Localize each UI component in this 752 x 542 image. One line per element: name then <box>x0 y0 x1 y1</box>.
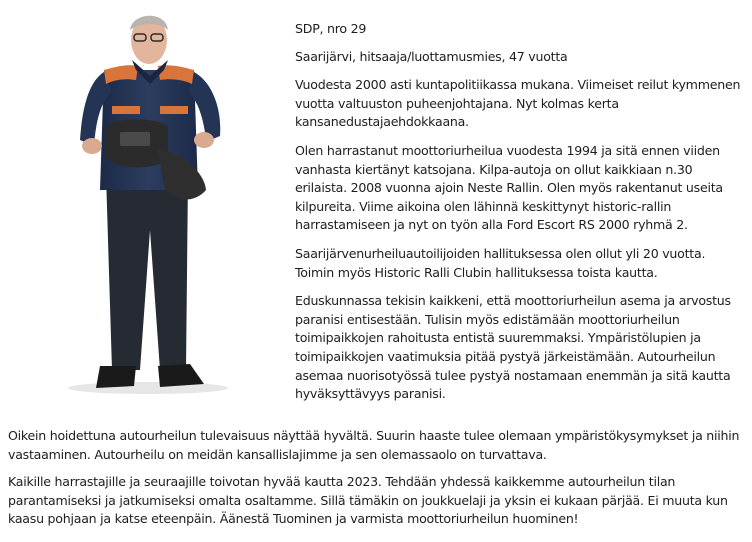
paragraph-politics: Vuodesta 2000 asti kuntapolitiikassa mukana. Viimeiset reilut kymmenen vuotta valtuuston puheenjohtajana. Nyt kolmas kerta kansanedustajaehdokkaana. <box>295 77 741 130</box>
candidate-party-number: SDP, nro 29 <box>295 21 367 36</box>
paragraph-motorsport-history: Olen harrastanut moottoriurheilua vuodesta 1994 ja sitä ennen viiden vanhasta kiertänyt katsojana. Kilpa-autoja on ollut kaikkiaan n.30 erilaista. 2008 vuonna ajoin Neste Rallin. Olen myös rakentanut useita kilpureita. Viime aikoina olen lähinnä keskittynyt historic-rallin harrastamiseen ja nyt on työn alla Ford Escort RS 2000 ryhmä 2. <box>295 142 723 233</box>
paragraph-future: Oikein hoidettuna autourheilun tulevaisuus näyttää hyvältä. Suurin haaste tulee olemaan ympäristökysymykset ja niihin vastaaminen. Autourheilu on meidän kansallislajimme ja sen olemassaolo on turvattava. <box>8 428 740 462</box>
candidate-details: Saarijärvi, hitsaaja/luottamusmies, 47 vuotta <box>295 48 568 64</box>
closing-text <box>8 427 752 538</box>
paragraph-greetings: Kaikille harrastajille ja seuraajille toivotan hyvää kautta 2023. Tehdään yhdessä kaikkemme autourheilun tilan parantamiseksi ja jatkumiseksi omalta osaltamme. Sillä tämäkin on joukkuelaji ja yksin ei kukaan pärjää. Ei muuta kun kaasu pohjaan ja katse eteenpäin. Äänestä Tuominen ja varmista moottoriurheilun huominen! <box>8 474 728 527</box>
candidate-text-column <box>295 20 747 414</box>
candidate-photo <box>8 0 278 400</box>
paragraph-clubs: Saarijärvenurheiluautoilijoiden hallituksessa olen ollut yli 20 vuotta. Toimin myös Historic Ralli Clubin hallituksessa toista kautta. <box>295 245 706 280</box>
paragraph-parliament-goals: Eduskunnassa tekisin kaikkeni, että moottoriurheilun asema ja arvostus paranisi entisestään. Tulisin myös edistämään moottoriurheilun toimipaikkojen rahoitusta entistä suuremmaksi. Ympäristölupien ja toimipaikkojen vaatimuksia pitää pystyä järkeistämään. Autourheilun asemaa nuorisotyössä tulee pystyä nostamaan enemmän ja sitä kautta hyväksyttävyys paranisi. <box>295 293 731 402</box>
